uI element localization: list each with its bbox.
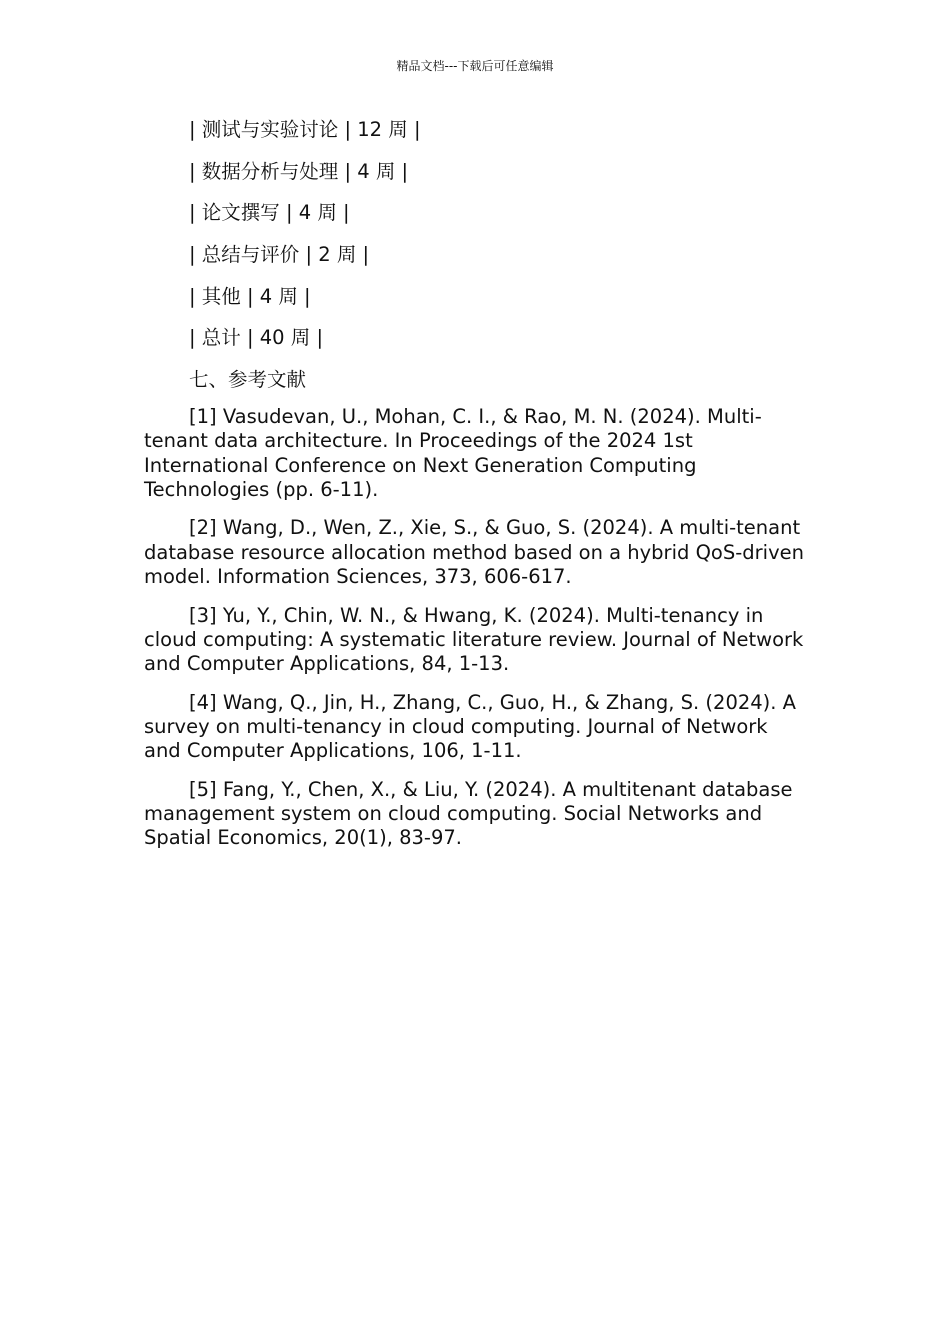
schedule-list xyxy=(144,116,806,351)
schedule-row: | 论文撰写 | 4 周 | xyxy=(189,201,350,225)
document-body xyxy=(144,116,806,865)
schedule-row: | 数据分析与处理 | 4 周 | xyxy=(189,159,409,183)
schedule-row: | 其他 | 4 周 | xyxy=(189,284,311,308)
reference-item: [4] Wang, Q., Jin, H., Zhang, C., Guo, H., & Zhang, S. (2024). A survey on multi-tenancy in cloud computing. Journal of Network and Computer Applications, 106, 1-11. xyxy=(144,690,797,763)
reference-item: [2] Wang, D., Wen, Z., Xie, S., & Guo, S. (2024). A multi-tenant database resource allocation method based on a hybrid QoS-driven model. Information Sciences, 373, 606-617. xyxy=(144,516,804,588)
reference-list xyxy=(144,405,806,850)
reference-item: [1] Vasudevan, U., Mohan, C. I., & Rao, M. N. (2024). Multi-tenant data architecture. In Proceedings of the 2024 1st International Conference on Next Generation Computing Technologies (pp. 6-11). xyxy=(144,405,762,501)
schedule-row: | 测试与实验讨论 | 12 周 | xyxy=(189,118,421,141)
reference-item: [3] Yu, Y., Chin, W. N., & Hwang, K. (2024). Multi-tenancy in cloud computing: A systematic literature review. Journal of Network and Computer Applications, 84, 1-13. xyxy=(144,603,804,675)
references-heading: 七、参考文献 xyxy=(189,368,307,392)
schedule-row: | 总计 | 40 周 | xyxy=(189,326,324,350)
page-header: 精品文档---下载后可任意编辑 xyxy=(396,59,554,73)
reference-item: [5] Fang, Y., Chen, X., & Liu, Y. (2024). A multitenant database management system on cloud computing. Social Networks and Spatial Economics, 20(1), 83-97. xyxy=(144,777,793,850)
schedule-row: | 总结与评价 | 2 周 | xyxy=(189,243,370,267)
